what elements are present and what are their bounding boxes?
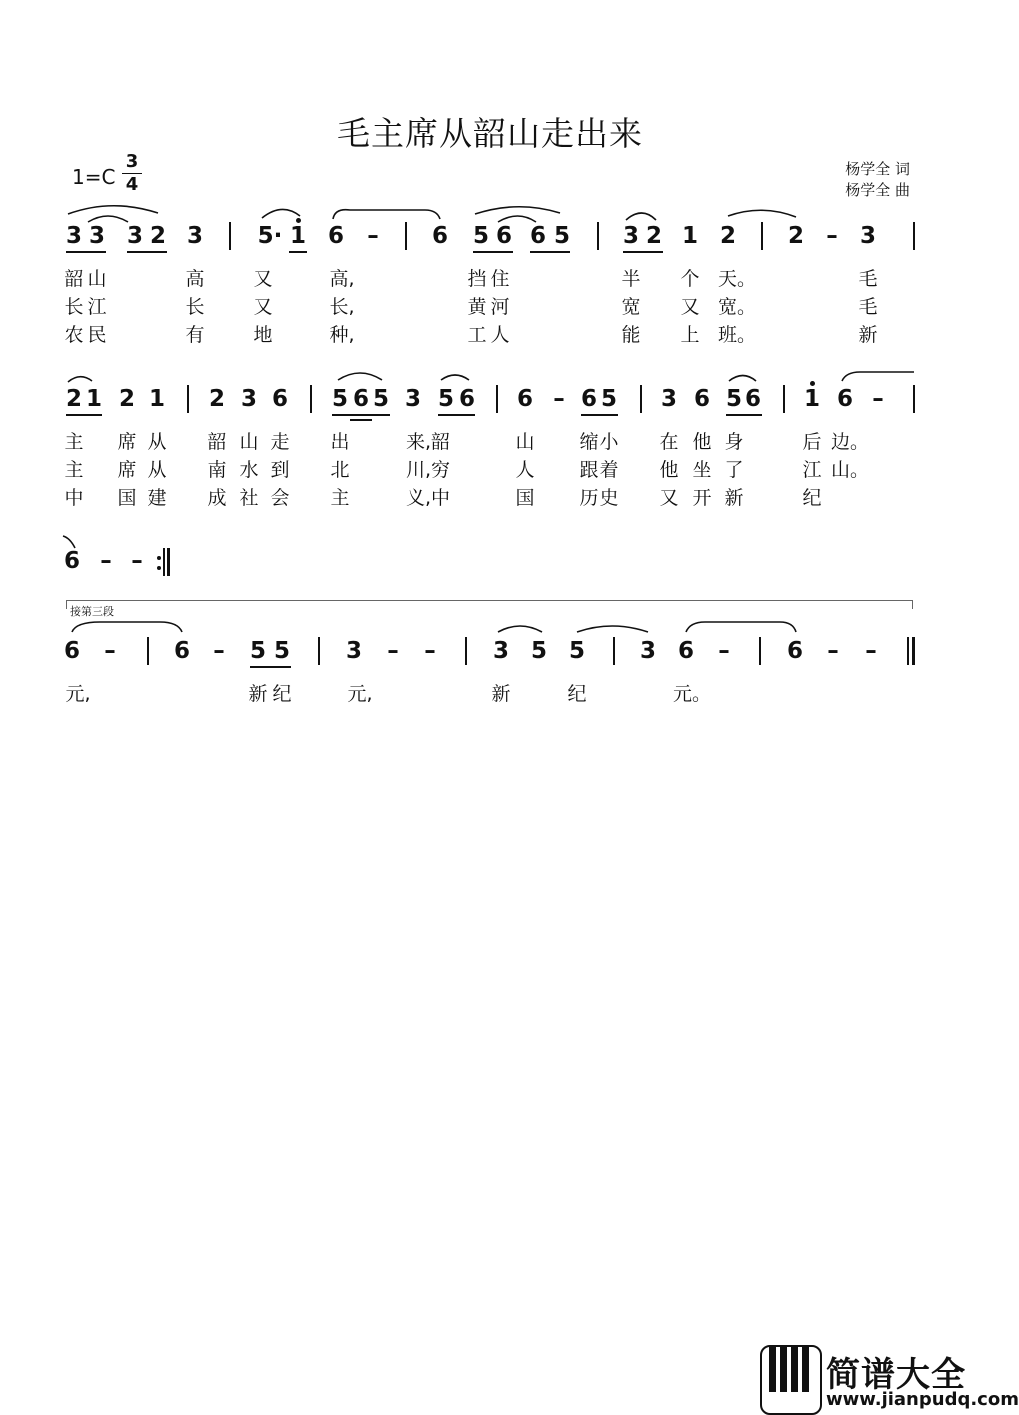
note: 5 — [530, 638, 548, 664]
time-signature-top: 3 — [125, 151, 139, 172]
lyric: 北 — [330, 459, 350, 481]
bar-line — [597, 222, 599, 250]
eighth-beam — [250, 666, 291, 668]
lyric: 天。 — [717, 268, 757, 290]
lyric: 小 — [599, 431, 619, 453]
lyric: 上 — [680, 324, 700, 346]
note: 6 — [271, 386, 289, 412]
lyric: 水 — [239, 459, 259, 481]
lyric: 主 — [64, 431, 84, 453]
lyric: 元, — [347, 683, 373, 705]
volta-label: 接第三段 — [70, 605, 114, 618]
slur — [577, 626, 648, 632]
lyric: 毛 — [858, 296, 878, 318]
tie — [842, 372, 914, 381]
note: 3 — [660, 386, 678, 412]
lyric: 高, — [329, 268, 355, 290]
lyric: 宽 — [621, 296, 641, 318]
note: 5 — [568, 638, 586, 664]
lyric: 半 — [621, 268, 641, 290]
note: 2 — [65, 386, 83, 412]
bar-line — [640, 385, 642, 413]
lyric: 毛 — [858, 268, 878, 290]
note: 3 — [126, 223, 144, 249]
lyric: 江 — [802, 459, 822, 481]
lyric: 地 — [253, 324, 273, 346]
dash: – — [872, 386, 884, 412]
note: 6 — [529, 223, 547, 249]
bar-line — [496, 385, 498, 413]
lyric: 能 — [621, 324, 641, 346]
song-title: 毛主席从韶山走出来 — [337, 114, 643, 153]
lyric: 黄 — [467, 296, 487, 318]
lyric: 人 — [490, 324, 510, 346]
note: 2 — [787, 223, 805, 249]
note: 5 — [600, 386, 618, 412]
lyric: 来,韶 — [405, 431, 451, 453]
lyric: 又 — [680, 296, 700, 318]
lyric: 国 — [117, 487, 137, 509]
eighth-beam — [66, 414, 102, 416]
logo-name: 简谱大全 — [826, 1355, 966, 1395]
eighth-beam — [530, 251, 570, 253]
note: 5 — [249, 638, 267, 664]
note: 5 — [472, 223, 490, 249]
note: 2 — [118, 386, 136, 412]
lyric: 建 — [147, 487, 167, 509]
note: 3 — [492, 638, 510, 664]
note: 6 — [677, 638, 695, 664]
lyric: 南 — [207, 459, 227, 481]
eighth-beam — [581, 414, 618, 416]
note: 6 — [352, 386, 370, 412]
lyric: 会 — [270, 487, 290, 509]
repeat-bar-thick — [167, 548, 170, 576]
note: 6 — [786, 638, 804, 664]
note: 2 — [208, 386, 226, 412]
lyric: 席 — [117, 431, 137, 453]
repeat-dot — [157, 556, 161, 560]
note: 1 — [681, 223, 699, 249]
lyric: 义,中 — [405, 487, 451, 509]
note: 6 — [516, 386, 534, 412]
slur — [498, 216, 536, 222]
dash: – — [553, 386, 565, 412]
bar-line — [318, 637, 320, 665]
lyric: 种, — [329, 324, 355, 346]
dash: – — [865, 638, 877, 664]
slur — [68, 206, 158, 214]
dash: – — [827, 638, 839, 664]
lyric: 长 — [64, 296, 84, 318]
lyric: 他 — [659, 459, 679, 481]
bar-line — [465, 637, 467, 665]
note: 5 — [437, 386, 455, 412]
note: 3 — [622, 223, 640, 249]
time-signature — [122, 152, 142, 195]
bar-line — [613, 637, 615, 665]
lyric: 中 — [64, 487, 84, 509]
eighth-beam — [127, 251, 167, 253]
lyric: 坐 — [692, 459, 712, 481]
note: 1 — [85, 386, 103, 412]
lyric: 边。 — [830, 431, 870, 453]
note: 5 — [273, 638, 291, 664]
eighth-beam — [623, 251, 663, 253]
lyricist-credit: 杨学全 词 — [845, 160, 910, 178]
tie — [686, 622, 796, 632]
slur — [498, 626, 542, 632]
note: 2 — [149, 223, 167, 249]
bar-line — [759, 637, 761, 665]
site-logo[interactable] — [760, 1345, 1019, 1413]
bar-line — [229, 222, 231, 250]
dash: – — [826, 223, 838, 249]
note: 6 — [63, 548, 81, 574]
repeat-dot — [157, 566, 161, 570]
note: 3 — [345, 638, 363, 664]
lyric: 元。 — [672, 683, 712, 705]
note: 3 — [65, 223, 83, 249]
lyric: 班。 — [717, 324, 757, 346]
note: 2 — [645, 223, 663, 249]
lyric: 社 — [239, 487, 259, 509]
lyric: 山 — [87, 268, 107, 290]
eighth-beam — [66, 251, 106, 253]
lyric: 身 — [724, 431, 744, 453]
lyric: 山 — [515, 431, 535, 453]
bar-line — [913, 222, 915, 250]
lyric: 又 — [253, 268, 273, 290]
bar-line — [147, 637, 149, 665]
bar-line — [913, 385, 915, 413]
note: 3 — [859, 223, 877, 249]
note: 3 — [639, 638, 657, 664]
lyric: 史 — [599, 487, 619, 509]
lyric: 国 — [515, 487, 535, 509]
bar-line — [405, 222, 407, 250]
bar-line — [761, 222, 763, 250]
dash: – — [718, 638, 730, 664]
eighth-beam — [332, 414, 390, 416]
tie — [333, 210, 440, 219]
lyric: 工 — [467, 324, 487, 346]
end-bar-thin — [907, 637, 909, 665]
lyric: 新 — [491, 683, 511, 705]
lyric: 住 — [490, 268, 510, 290]
eighth-beam — [289, 251, 307, 253]
lyric: 新 — [724, 487, 744, 509]
dash: – — [104, 638, 116, 664]
lyric: 宽。 — [717, 296, 757, 318]
lyric: 着 — [599, 459, 619, 481]
eighth-beam — [473, 251, 513, 253]
dash: – — [387, 638, 399, 664]
dash: – — [367, 223, 379, 249]
note: 5 — [331, 386, 349, 412]
lyric: 高 — [185, 268, 205, 290]
slur — [475, 207, 560, 214]
note: 6 — [580, 386, 598, 412]
lyric: 后 — [802, 431, 822, 453]
slur — [88, 216, 128, 222]
key-signature: 1=C — [72, 165, 116, 189]
lyric: 了 — [724, 459, 744, 481]
lyric: 主 — [330, 487, 350, 509]
lyric: 从 — [147, 459, 167, 481]
eighth-beam — [438, 414, 475, 416]
bar-line — [187, 385, 189, 413]
lyric: 韶 — [64, 268, 84, 290]
slur — [338, 373, 382, 380]
lyric: 民 — [87, 324, 107, 346]
slur — [441, 375, 469, 380]
lyric: 新 — [858, 324, 878, 346]
lyric: 新 — [248, 683, 268, 705]
lyric: 又 — [253, 296, 273, 318]
piano-keys-icon — [760, 1345, 822, 1415]
lyric: 韶 — [207, 431, 227, 453]
lyric: 长 — [185, 296, 205, 318]
lyric: 纪 — [272, 683, 292, 705]
time-signature-bottom: 4 — [125, 174, 139, 195]
tie — [63, 536, 75, 548]
eighth-beam — [726, 414, 762, 416]
note: 5 — [725, 386, 743, 412]
bar-line — [310, 385, 312, 413]
lyric: 又 — [659, 487, 679, 509]
lyric: 出 — [330, 431, 350, 453]
lyric: 元, — [65, 683, 91, 705]
note: 6 — [693, 386, 711, 412]
repeat-bar-thin — [163, 548, 165, 576]
octave-dot — [296, 218, 301, 223]
lyric: 开 — [692, 487, 712, 509]
lyric: 河 — [490, 296, 510, 318]
note: 6 — [173, 638, 191, 664]
volta-bracket — [66, 600, 913, 609]
lyric: 挡 — [467, 268, 487, 290]
slur — [68, 377, 92, 382]
lyric: 个 — [680, 268, 700, 290]
lyric: 长, — [329, 296, 355, 318]
lyric: 成 — [207, 487, 227, 509]
lyric: 缩 — [579, 431, 599, 453]
octave-dot — [810, 381, 815, 386]
note: 1 — [289, 223, 307, 249]
lyric: 跟 — [579, 459, 599, 481]
lyric: 山。 — [830, 459, 870, 481]
lyric: 农 — [64, 324, 84, 346]
dash: – — [424, 638, 436, 664]
note: 6 — [495, 223, 513, 249]
bar-line — [783, 385, 785, 413]
note: 3 — [186, 223, 204, 249]
note: 2 — [719, 223, 737, 249]
note: 5· — [257, 223, 283, 249]
lyric: 江 — [87, 296, 107, 318]
lyric: 历 — [579, 487, 599, 509]
slur — [626, 213, 656, 220]
note: 6 — [458, 386, 476, 412]
note: 5 — [372, 386, 390, 412]
lyric: 他 — [692, 431, 712, 453]
note: 5 — [553, 223, 571, 249]
note: 3 — [88, 223, 106, 249]
note: 6 — [63, 638, 81, 664]
lyric: 纪 — [567, 683, 587, 705]
lyric: 在 — [659, 431, 679, 453]
note: 6 — [327, 223, 345, 249]
lyric: 山 — [239, 431, 259, 453]
lyric: 从 — [147, 431, 167, 453]
note: 6 — [431, 223, 449, 249]
note: 3 — [240, 386, 258, 412]
lyric: 人 — [515, 459, 535, 481]
dash: – — [131, 548, 143, 574]
end-bar-thick — [912, 637, 915, 665]
note: 1 — [148, 386, 166, 412]
lyric: 纪 — [802, 487, 822, 509]
lyric: 川,穷 — [405, 459, 451, 481]
lyric: 主 — [64, 459, 84, 481]
dash: – — [100, 548, 112, 574]
lyric: 到 — [270, 459, 290, 481]
tie — [72, 622, 182, 632]
slur — [262, 209, 300, 218]
logo-url: www.jianpudq.com — [826, 1389, 1019, 1410]
lyric: 走 — [270, 431, 290, 453]
sixteenth-beam — [350, 419, 372, 421]
composer-credit: 杨学全 曲 — [845, 181, 910, 199]
lyric: 席 — [117, 459, 137, 481]
note: 6 — [744, 386, 762, 412]
slur — [728, 210, 796, 217]
lyric: 有 — [185, 324, 205, 346]
note: 1 — [803, 386, 821, 412]
slur — [729, 376, 756, 382]
note: 6 — [836, 386, 854, 412]
dash: – — [213, 638, 225, 664]
note: 3 — [404, 386, 422, 412]
